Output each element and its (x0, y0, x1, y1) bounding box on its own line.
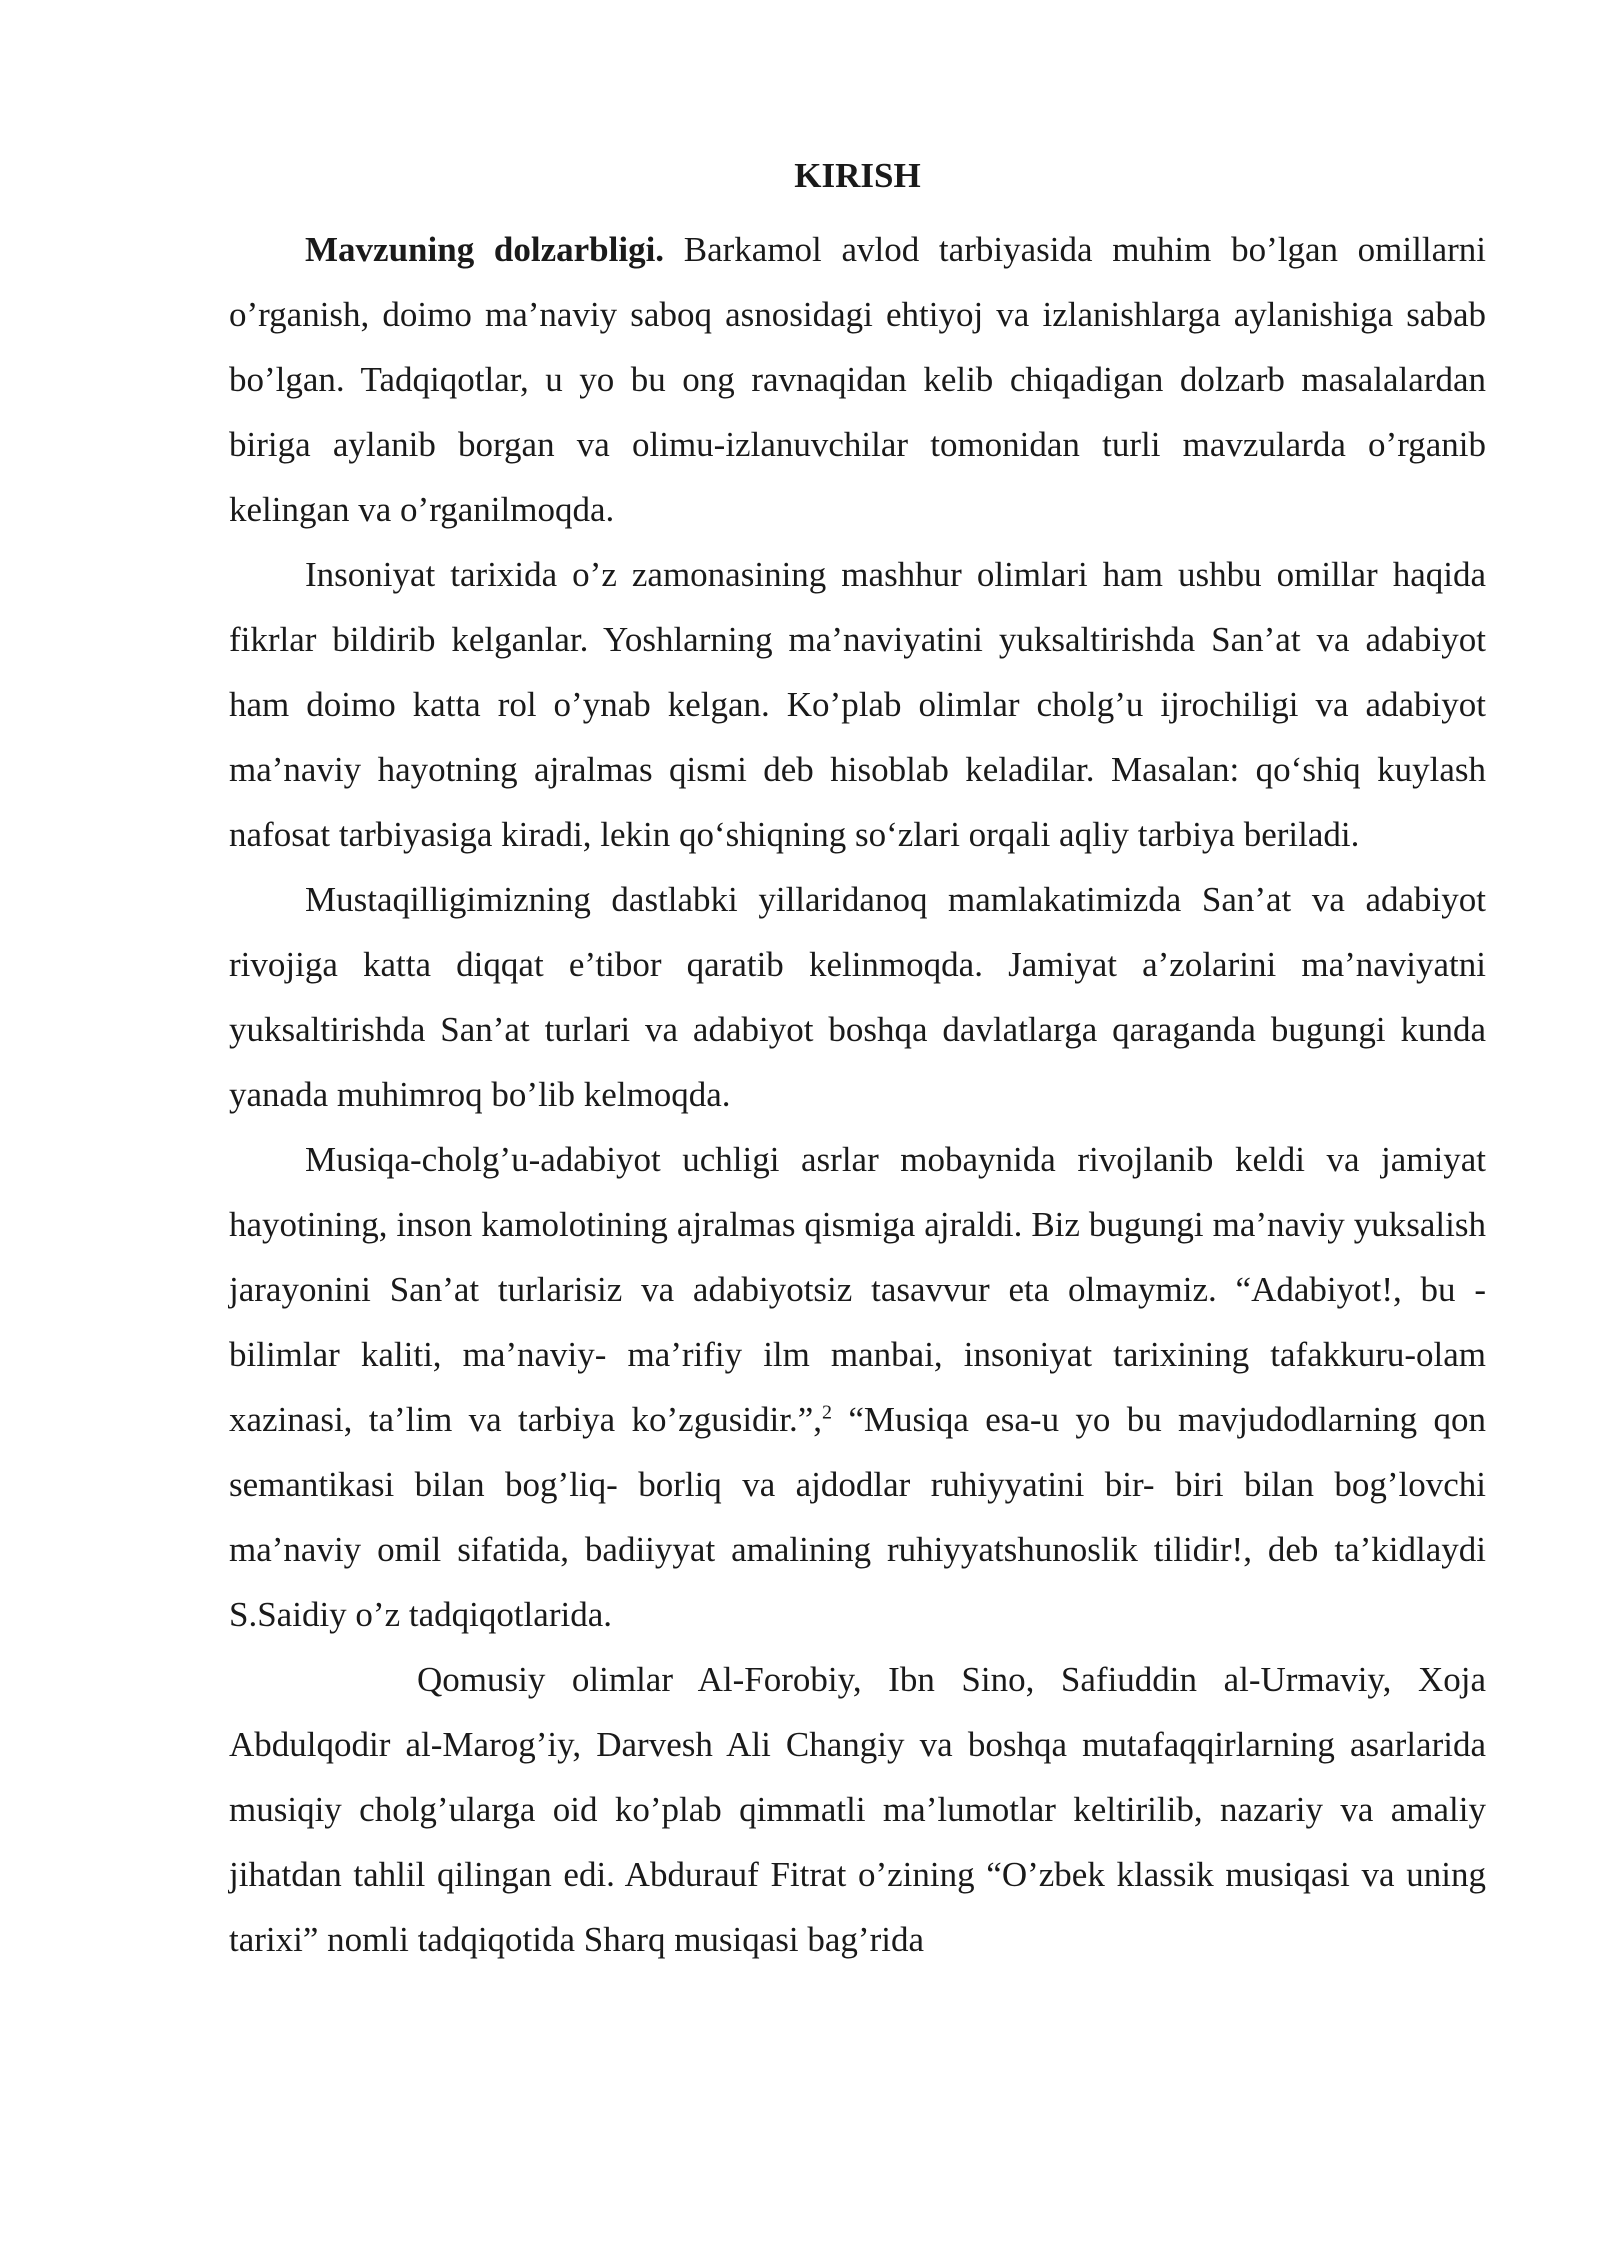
footnote-reference[interactable]: 2 (822, 1401, 833, 1424)
page-title: KIRISH (794, 156, 921, 195)
paragraph-independence: Mustaqilligimizning dastlabki yillaridanoq mamlakatimizda San’at va adabiyot rivojiga katta diqqat e’tibor qaratib kelinmoqda. Jamiyat a’zolarini ma’naviyatni yuksaltirishda San’at turlari va adabiyot boshqa davlatlarga qaraganda bugungi kunda yanada muhimroq bo’lib kelmoqda. (229, 880, 1486, 1114)
paragraph-lead-heading: Mavzuning dolzarbligi. (305, 230, 665, 269)
paragraph-text: “Musiqa esa-u yo bu mavjudodlarning qon semantikasi bilan bog’liq- borliq va ajdodlar ruhiyyatini bir- biri bilan bog’lovchi ma’naviy omil sifatida, badiiyyat amalining ruhiyyatshunoslik tilidir!, deb ta’kidlaydi S.Saidiy o’z tadqiqotlarida. (229, 1400, 1486, 1634)
paragraph-scholars: Qomusiy olimlar Al-Forobiy, Ibn Sino, Safiuddin al-Urmaviy, Xoja Abdulqodir al-Marog’iy, Darvesh Ali Changiy va boshqa mutafaqqirlarning asarlarida musiqiy cholg’ularga oid ko’plab qimmatli ma’lumotlar keltirilib, nazariy va amaliy jihatdan tahlil qilingan edi. Abdurauf Fitrat o’zining “O’zbek klassik musiqasi va uning tarixi” nomli tadqiqotida Sharq musiqasi bag’rida (229, 1660, 1486, 1959)
paragraph-text: Musiqa-cholg’u-adabiyot uchligi asrlar mobaynida rivojlanib keldi va jamiyat hayotining, inson kamolotining ajralmas qismiga ajraldi. Biz bugungi ma’naviy yuksalish jarayonini San’at turlarisiz va adabiyotsiz tasavvur eta olmaymiz. “Adabiyot!, bu - bilimlar kaliti, ma’naviy- ma’rifiy ilm manbai, insoniyat tarixining tafakkuru-olam xazinasi, ta’lim va tarbiya ko’zgusidir.”, (229, 1140, 1486, 1439)
document-page (229, 152, 1486, 1972)
paragraph-music-literature (229, 1127, 1486, 1647)
paragraph-text: Barkamol avlod tarbiyasida muhim bo’lgan omillarni o’rganish, doimo ma’naviy saboq asnosidagi ehtiyoj va izlanishlarga aylanishiga sabab bo’lgan. Tadqiqotlar, u yo bu ong ravnaqidan kelib chiqadigan dolzarb masalalardan biriga aylanib borgan va olimu-izlanuvchilar tomonidan turli mavzularda o’rganib kelingan va o’rganilmoqda. (229, 230, 1486, 529)
paragraph-relevance (229, 217, 1486, 542)
paragraph-history: Insoniyat tarixida o’z zamonasining mashhur olimlari ham ushbu omillar haqida fikrlar bildirib kelganlar. Yoshlarning ma’naviyatini yuksaltirishda San’at va adabiyot ham doimo katta rol o’ynab kelgan. Ko’plab olimlar cholg’u ijrochiligi va adabiyot ma’naviy hayotning ajralmas qismi deb hisoblab keladilar. Masalan: qo‘shiq kuylash nafosat tarbiyasiga kiradi, lekin qo‘shiqning so‘zlari orqali aqliy tarbiya beriladi. (229, 555, 1486, 854)
